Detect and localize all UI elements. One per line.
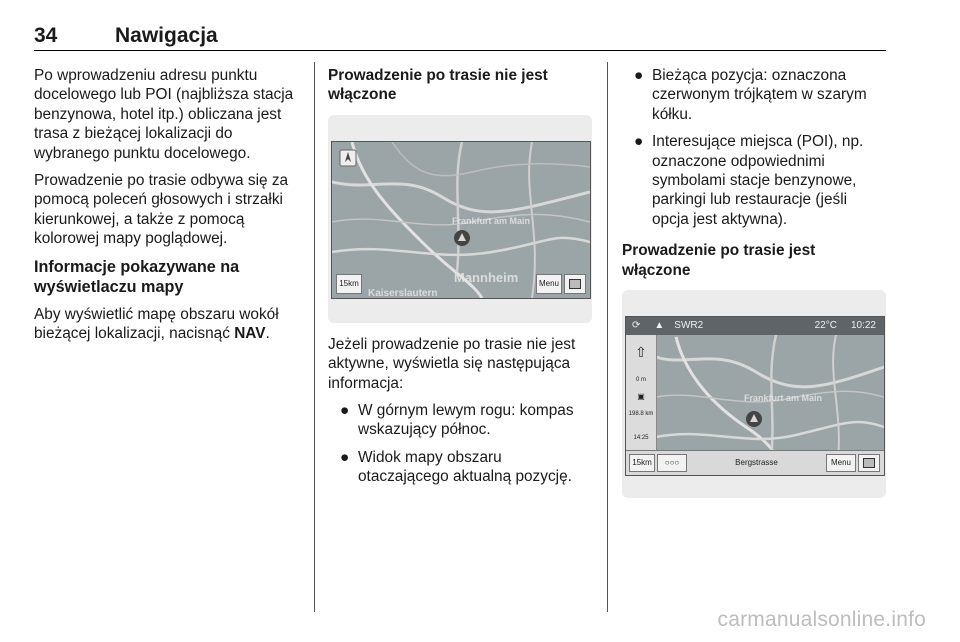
list-item: [328, 448, 592, 487]
section-heading: Informacje pokazywane na wyświetlaczu mapy: [34, 257, 240, 296]
map-label-center: Frankfurt am Main: [452, 215, 531, 226]
column-right: [622, 66, 886, 498]
bullet-list: [622, 66, 886, 229]
scale-button[interactable]: [336, 274, 362, 294]
direction-arrow-icon: ⇧: [635, 344, 647, 361]
map-screen: [625, 316, 885, 476]
bullet: ●: [340, 402, 350, 420]
street-label: Bergstrasse: [735, 458, 778, 468]
paragraph: Po wprowadzeniu adresu punktu docelowego lub POI (najbliższa stacja benzynowa, hotel itp.) obliczana jest trasa z bieżącej lokalizacji do wybranego punktu docelowego.: [34, 67, 294, 162]
page-title: Nawigacja: [115, 24, 218, 47]
guidance-panel: [626, 335, 657, 451]
map-label-city: Mannheim: [454, 269, 519, 285]
street-name: [689, 454, 824, 472]
radio-icon: ▲: [654, 320, 665, 332]
scale-button[interactable]: [629, 454, 655, 472]
map-view-icon: [863, 458, 875, 468]
paragraph-text: .: [265, 325, 270, 343]
scale-label: 15km: [339, 279, 359, 289]
column-middle: [328, 66, 592, 495]
map-label-center: Frankfurt am Main: [744, 393, 823, 404]
map-screen: [331, 141, 591, 299]
section-heading: Prowadzenie po trasie nie jest włączone: [328, 67, 548, 104]
bullet: ●: [634, 67, 644, 84]
column-left: [34, 66, 300, 351]
paragraph: Jeżeli prowadzenie po trasie nie jest aktywne, wyświetla się następująca informacja:: [328, 335, 576, 392]
menu-button[interactable]: [536, 274, 562, 294]
column-divider: [607, 62, 608, 612]
list-item-text: Bieżąca pozycja: oznaczona czerwonym trójkątem w szarym kółku.: [652, 67, 867, 123]
route-options-button[interactable]: ○○○: [657, 454, 687, 472]
map-screenshot-guidance: [622, 290, 886, 498]
temperature: 22°C: [814, 320, 837, 332]
paragraph: [34, 305, 300, 344]
list-item: [328, 401, 592, 440]
list-item-text: Widok mapy obszaru otaczającego aktualną pozycję.: [358, 448, 572, 486]
bullet: ●: [340, 448, 350, 466]
map-label-left: Kaiserslautern: [368, 287, 438, 299]
map-screenshot-no-guidance: [328, 115, 592, 323]
turn-distance: 0 m: [635, 377, 646, 384]
list-item-text: Interesujące miejsca (POI), np. oznaczone odpowiednimi symbolami stacje benzynowe, parkingi lub restauracje (jeśli opcja jest aktywna).: [652, 133, 864, 228]
map-view-button[interactable]: [858, 454, 880, 472]
fuel-icon: ▣: [637, 392, 645, 402]
status-bar: [626, 317, 884, 335]
scale-label: 15km: [632, 458, 652, 468]
clock: 10:22: [850, 320, 876, 332]
section-heading: Prowadzenie po trasie jest włączone: [622, 242, 816, 279]
page-number: 34: [34, 24, 58, 47]
remaining-distance: 198.8 km: [628, 411, 654, 418]
menu-label: Menu: [830, 458, 851, 468]
map-view-button[interactable]: [564, 274, 586, 294]
bottom-bar: [626, 450, 884, 475]
list-item: [622, 66, 886, 124]
station-label: SWR2: [674, 320, 704, 332]
page-header: [34, 22, 886, 51]
menu-button[interactable]: [826, 454, 856, 472]
bullet-list: [328, 401, 592, 487]
map-view-icon: [569, 279, 581, 289]
bullet: ●: [634, 133, 644, 151]
column-divider: [314, 62, 315, 612]
arrival-time: 14:25: [633, 435, 649, 442]
paragraph: Prowadzenie po trasie odbywa się za pomocą poleceń głosowych i strzałki kierunkowej, a także z pomocą kolorowej mapy poglądowej.: [34, 172, 289, 248]
list-item: [622, 132, 886, 229]
menu-label: Menu: [538, 279, 559, 289]
paragraph-text: Aby wyświetlić mapę obszaru wokół bieżącej lokalizacji, nacisnąć: [34, 305, 279, 343]
refresh-icon[interactable]: ⟳: [632, 320, 641, 332]
watermark: carmanualsonline.info: [717, 608, 926, 631]
nav-key-label: NAV: [234, 325, 266, 343]
list-item-text: W górnym lewym rogu: kompas wskazujący północ.: [358, 402, 574, 439]
